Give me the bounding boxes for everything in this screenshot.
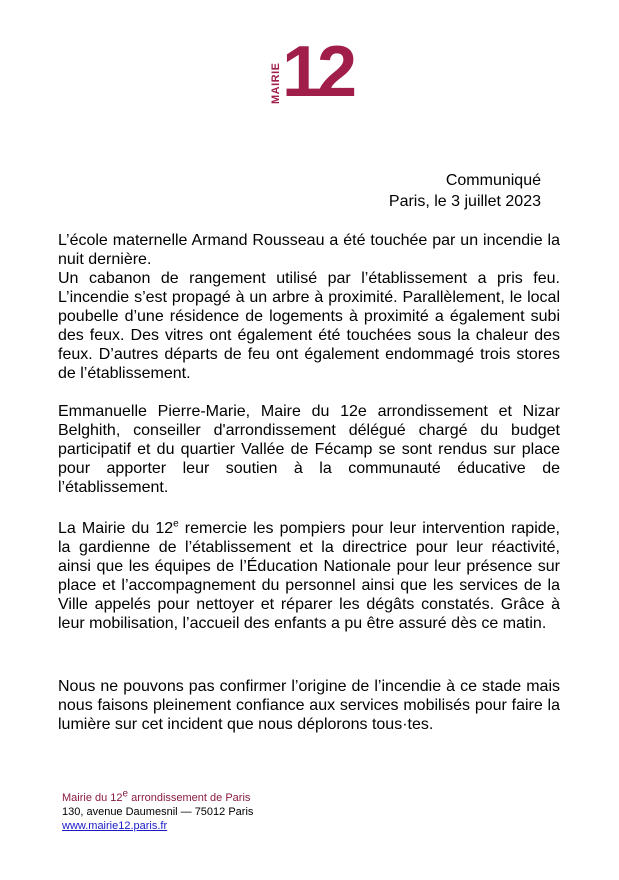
paragraph-thanks: [58, 519, 560, 633]
footer-org-superscript: e: [122, 788, 129, 800]
footer-org-prefix: Mairie du 12: [62, 792, 123, 804]
footer-org-rest: arrondissement de Paris: [128, 792, 251, 804]
dateline: Paris, le 3 juillet 2023: [388, 193, 541, 210]
footer: [62, 788, 254, 833]
paragraph-thanks-text: [58, 519, 560, 633]
press-header: [389, 170, 541, 212]
document-type: Communiqué: [445, 172, 541, 189]
footer-address: 130, avenue Daumesnil — 75012 Paris: [62, 806, 254, 818]
thanks-rest: remercie les pompiers pour leur intervention rapide, la gardienne de l’établissement et la directrice pour leur réactivité, ainsi que les équipes de l’Éducation Nationale pour leur présence sur place et l’accompagnement du personnel ainsi que les services de la Ville appelés pour nettoyer et réparer les dégâts constatés. Grâce à leur mobilisation, l’accueil des enfants a pu être assuré dès ce matin.: [58, 520, 561, 632]
paragraph-visit-text: Emmanuelle Pierre-Marie, Maire du 12e arrondissement et Nizar Belghith, conseiller d'arrondissement délégué chargé du budget participatif et du quartier Vallée de Fécamp se sont rendus sur place pour apporter leur soutien à la communauté éducative de l’établissement.: [58, 403, 560, 496]
paragraph-incident-line1: L’école maternelle Armand Rousseau a été touchée par un incendie la nuit dernière.: [58, 232, 560, 268]
paragraph-closing: [58, 677, 560, 734]
logo-number: 12: [282, 32, 353, 112]
logo-vertical-text: MAIRIE: [270, 62, 282, 104]
mairie-12-logo: [268, 32, 353, 112]
paragraph-incident: [58, 231, 560, 383]
footer-organization: [62, 788, 253, 805]
thanks-prefix: La Mairie du 12: [58, 520, 174, 537]
paragraph-visit: [58, 402, 560, 497]
paragraph-incident-line2: Un cabanon de rangement utilisé par l’établissement a pris feu. L’incendie s’est propagé à un arbre à proximité. Parallèlement, le local poubelle d’une résidence de logements à proximité a également subi des feux. Des vitres ont également été touchées sous la chaleur des feux. D’autres départs de feu ont également endommagé trois stores de l’établissement.: [58, 270, 560, 382]
paragraph-closing-text: Nous ne pouvons pas confirmer l’origine de l’incendie à ce stade mais nous faisons pleinement confiance aux services mobilisés pour faire la lumière sur cet incident que nous déplorons tous·tes.: [58, 678, 560, 733]
footer-website-link[interactable]: www.mairie12.paris.fr: [62, 820, 168, 832]
thanks-superscript: e: [173, 518, 179, 530]
